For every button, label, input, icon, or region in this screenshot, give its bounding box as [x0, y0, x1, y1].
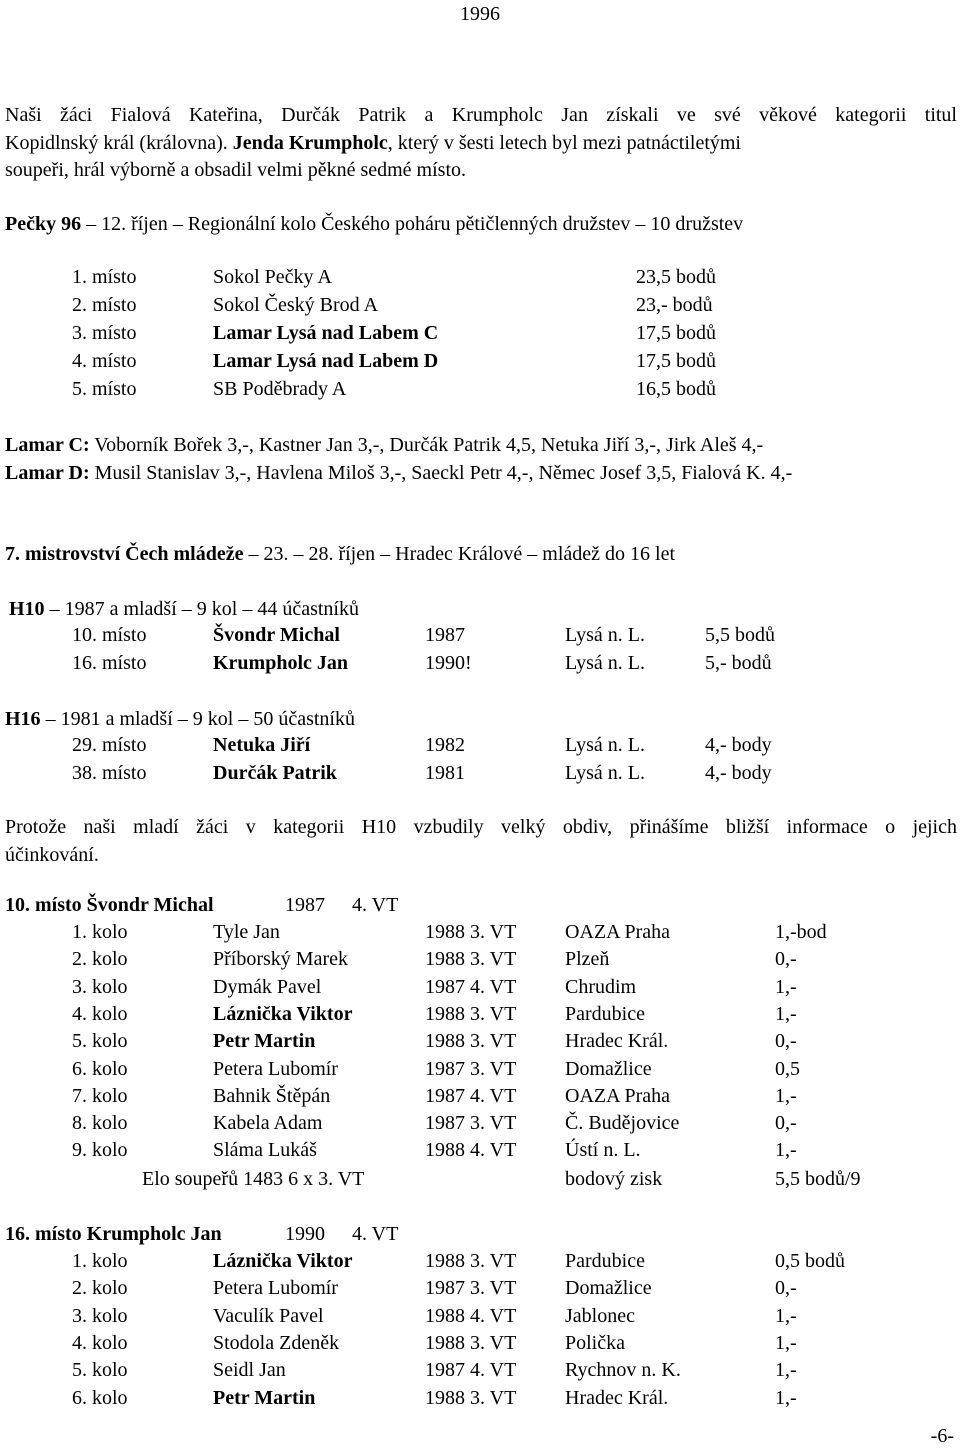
- opponent-cell: Příborský Marek: [213, 948, 348, 971]
- opponent-info-cell: 1988 3. VT: [425, 921, 517, 943]
- round-cell: 4. kolo: [72, 1002, 128, 1025]
- points-cell: 5,5 bodů: [705, 624, 775, 646]
- opponent-info-cell: 1988 3. VT: [425, 948, 517, 971]
- club-cell: Lysá n. L.: [565, 624, 645, 646]
- points-cell: 16,5 bodů: [636, 378, 716, 400]
- round-cell: 8. kolo: [72, 1112, 128, 1135]
- intro-line-2-a: Kopidlnský král (královna).: [5, 132, 228, 154]
- table-row: [0, 1084, 960, 1112]
- result-cell: 1,-: [775, 1084, 797, 1107]
- club-cell: Jablonec: [565, 1304, 635, 1327]
- result-cell: 0,-: [775, 1112, 797, 1135]
- club-cell: Rychnov n. K.: [565, 1359, 681, 1382]
- table-row: [0, 265, 960, 293]
- lamar-d-text: Musil Stanislav 3,-, Havlena Miloš 3,-, Saeckl Petr 4,-, Němec Josef 3,5, Fialová K. 4,-: [89, 462, 793, 484]
- result-cell: 0,5 bodů: [775, 1250, 845, 1272]
- lamar-c-label: Lamar C:: [5, 434, 90, 456]
- page-number: -6-: [930, 1425, 954, 1447]
- club-cell: Hradec Král.: [565, 1386, 669, 1409]
- club-cell: Plzeň: [565, 948, 610, 971]
- year-cell: 1982: [425, 734, 465, 756]
- table-row: [0, 1304, 960, 1332]
- place-cell: 1. místo: [72, 266, 137, 288]
- result-cell: 1,-: [775, 1386, 797, 1409]
- h16-heading: [5, 707, 355, 731]
- club-cell: Lysá n. L.: [565, 734, 645, 756]
- svondr-heading-year: 1987: [285, 894, 325, 916]
- points-cell: 23,- bodů: [636, 294, 713, 316]
- opponent-cell: Petera Lubomír: [213, 1277, 338, 1300]
- table-row: [0, 1138, 960, 1166]
- krumpholc-heading: [0, 1222, 960, 1250]
- table-row: [0, 947, 960, 975]
- round-cell: 6. kolo: [72, 1386, 128, 1409]
- player-name-cell: Durčák Patrik: [213, 762, 337, 784]
- opponent-cell: Sláma Lukáš: [213, 1139, 317, 1162]
- round-cell: 5. kolo: [72, 1030, 128, 1053]
- svondr-heading-name: 10. místo Švondr Michal: [5, 894, 214, 916]
- mcr-heading: [5, 542, 675, 566]
- opponent-info-cell: 1988 3. VT: [425, 1250, 517, 1272]
- points-cell: 4,- body: [705, 762, 772, 784]
- table-row: [0, 1057, 960, 1085]
- round-cell: 1. kolo: [72, 921, 128, 943]
- table-row: [0, 377, 960, 405]
- points-cell: 17,5 bodů: [636, 350, 716, 372]
- krumpholc-heading-vt: 4. VT: [352, 1223, 399, 1245]
- table-row: [0, 761, 960, 789]
- opponent-cell: Kabela Adam: [213, 1112, 323, 1135]
- opponent-info-cell: 1987 3. VT: [425, 1112, 517, 1135]
- club-cell: Pardubice: [565, 1002, 645, 1025]
- place-cell: 29. místo: [72, 734, 147, 756]
- opponent-info-cell: 1987 4. VT: [425, 1359, 517, 1382]
- lamar-c-text: Voborník Bořek 3,-, Kastner Jan 3,-, Durčák Patrik 4,5, Netuka Jiří 3,-, Jirk Aleš 4,-: [89, 434, 764, 456]
- round-cell: 6. kolo: [72, 1057, 128, 1080]
- note-line-1: Protože naši mladí žáci v kategorii H10 vzbudily velký obdiv, přinášíme bližší informace o jejich: [5, 816, 957, 838]
- opponent-info-cell: 1987 3. VT: [425, 1277, 517, 1300]
- table-row: [0, 349, 960, 377]
- result-cell: 1,-: [775, 1304, 797, 1327]
- table-row: [0, 733, 960, 761]
- result-cell: 1,-bod: [775, 921, 827, 943]
- intro-line-1: Naši žáci Fialová Kateřina, Durčák Patrik a Krumpholc Jan získali ve své věkové kategorii titul: [5, 104, 957, 126]
- club-cell: Ústí n. L.: [565, 1139, 641, 1162]
- opponent-cell: Petr Martin: [213, 1030, 316, 1053]
- opponent-cell: Láznička Viktor: [213, 1002, 353, 1025]
- place-cell: 5. místo: [72, 378, 137, 400]
- round-cell: 5. kolo: [72, 1359, 128, 1382]
- place-cell: 2. místo: [72, 294, 137, 316]
- opponent-info-cell: 1987 4. VT: [425, 975, 517, 998]
- place-cell: 10. místo: [72, 624, 147, 646]
- svondr-gain-label: bodový zisk: [565, 1168, 663, 1190]
- opponent-info-cell: 1988 3. VT: [425, 1386, 517, 1409]
- result-cell: 1,-: [775, 1002, 797, 1025]
- round-cell: 1. kolo: [72, 1250, 128, 1272]
- opponent-cell: Bahnik Štěpán: [213, 1084, 331, 1107]
- table-row: [0, 920, 960, 948]
- table-row: [0, 321, 960, 349]
- krumpholc-heading-year: 1990: [285, 1223, 325, 1245]
- year-cell: 1987: [425, 624, 465, 646]
- table-row: [0, 651, 960, 679]
- opponent-info-cell: 1987 4. VT: [425, 1084, 517, 1107]
- h10-label: H10: [9, 598, 45, 620]
- intro-line-2-c: , který v šesti letech byl mezi patnáctiletými: [387, 132, 741, 154]
- player-name-cell: Švondr Michal: [213, 624, 340, 646]
- table-row: [0, 1276, 960, 1304]
- result-cell: 1,-: [775, 1359, 797, 1382]
- team-cell: SB Poděbrady A: [213, 378, 347, 400]
- page-year-header: 1996: [460, 3, 500, 25]
- pecky-heading-bold: Pečky 96: [5, 213, 82, 235]
- result-cell: 0,-: [775, 1277, 797, 1300]
- opponent-info-cell: 1988 3. VT: [425, 1002, 517, 1025]
- round-cell: 3. kolo: [72, 975, 128, 998]
- table-row: [0, 1331, 960, 1359]
- svondr-heading: [0, 893, 960, 921]
- result-cell: 0,-: [775, 948, 797, 971]
- table-row: [0, 623, 960, 651]
- points-cell: 23,5 bodů: [636, 266, 716, 288]
- club-cell: Pardubice: [565, 1250, 645, 1272]
- player-name-cell: Krumpholc Jan: [213, 652, 349, 674]
- club-cell: OAZA Praha: [565, 1084, 670, 1107]
- intro-line-2: [5, 131, 957, 155]
- svondr-gain-value: 5,5 bodů/9: [775, 1168, 861, 1190]
- table-row: [0, 1029, 960, 1057]
- club-cell: Lysá n. L.: [565, 762, 645, 784]
- place-cell: 16. místo: [72, 652, 147, 674]
- h10-rest: – 1987 a mladší – 9 kol – 44 účastníků: [44, 598, 359, 620]
- opponent-info-cell: 1988 4. VT: [425, 1304, 517, 1327]
- place-cell: 38. místo: [72, 762, 147, 784]
- team-cell: Lamar Lysá nad Labem D: [213, 350, 439, 372]
- opponent-cell: Petera Lubomír: [213, 1057, 338, 1080]
- club-cell: Domažlice: [565, 1057, 652, 1080]
- opponent-cell: Petr Martin: [213, 1386, 316, 1409]
- opponent-cell: Vaculík Pavel: [213, 1304, 324, 1327]
- opponent-cell: Láznička Viktor: [213, 1250, 353, 1272]
- krumpholc-heading-name: 16. místo Krumpholc Jan: [5, 1223, 222, 1245]
- opponent-cell: Tyle Jan: [213, 921, 280, 943]
- round-cell: 2. kolo: [72, 948, 128, 971]
- place-cell: 3. místo: [72, 322, 137, 344]
- team-cell: Lamar Lysá nad Labem C: [213, 322, 439, 344]
- club-cell: Hradec Král.: [565, 1030, 669, 1053]
- lamar-d-line: [5, 461, 792, 485]
- opponent-cell: Stodola Zdeněk: [213, 1331, 340, 1354]
- club-cell: Domažlice: [565, 1277, 652, 1300]
- points-cell: 4,- body: [705, 734, 772, 756]
- opponent-info-cell: 1988 3. VT: [425, 1030, 517, 1053]
- opponent-cell: Seidl Jan: [213, 1359, 286, 1382]
- table-row: [0, 1358, 960, 1386]
- year-cell: 1990!: [425, 652, 472, 674]
- table-row: [0, 1002, 960, 1030]
- opponent-info-cell: 1987 3. VT: [425, 1057, 517, 1080]
- opponent-info-cell: 1988 3. VT: [425, 1331, 517, 1354]
- lamar-c-line: [5, 433, 763, 457]
- club-cell: Chrudim: [565, 975, 637, 998]
- club-cell: Č. Budějovice: [565, 1112, 680, 1135]
- h16-rest: – 1981 a mladší – 9 kol – 50 účastníků: [40, 708, 355, 730]
- lamar-d-label: Lamar D:: [5, 462, 90, 484]
- opponent-cell: Dymák Pavel: [213, 975, 322, 998]
- pecky-heading-rest: – 12. říjen – Regionální kolo Českého poháru pětičlenných družstev – 10 družstev: [81, 213, 744, 235]
- result-cell: 1,-: [775, 975, 797, 998]
- pecky-heading: [5, 212, 743, 236]
- table-row: [0, 1386, 960, 1414]
- team-cell: Sokol Český Brod A: [213, 294, 379, 316]
- table-row: [0, 975, 960, 1003]
- opponent-info-cell: 1988 4. VT: [425, 1139, 517, 1162]
- svondr-summary: [0, 1167, 960, 1195]
- year-cell: 1981: [425, 762, 465, 784]
- h16-label: H16: [5, 708, 41, 730]
- club-cell: Lysá n. L.: [565, 652, 645, 674]
- round-cell: 7. kolo: [72, 1084, 128, 1107]
- table-row: [0, 1249, 960, 1277]
- table-row: [0, 1111, 960, 1139]
- round-cell: 4. kolo: [72, 1331, 128, 1354]
- points-cell: 17,5 bodů: [636, 322, 716, 344]
- result-cell: 0,5: [775, 1057, 800, 1080]
- round-cell: 2. kolo: [72, 1277, 128, 1300]
- svondr-elo: Elo soupeřů 1483 6 x 3. VT: [142, 1168, 365, 1190]
- intro-jenda: Jenda Krumpholc: [232, 132, 388, 154]
- round-cell: 9. kolo: [72, 1139, 128, 1162]
- note-line-2: účinkování.: [5, 844, 99, 866]
- intro-line-3: soupeři, hrál výborně a obsadil velmi pěkné sedmé místo.: [5, 159, 467, 181]
- result-cell: 1,-: [775, 1331, 797, 1354]
- place-cell: 4. místo: [72, 350, 137, 372]
- points-cell: 5,- bodů: [705, 652, 772, 674]
- result-cell: 0,-: [775, 1030, 797, 1053]
- team-cell: Sokol Pečky A: [213, 266, 332, 288]
- round-cell: 3. kolo: [72, 1304, 128, 1327]
- player-name-cell: Netuka Jiří: [213, 734, 311, 756]
- club-cell: Polička: [565, 1331, 625, 1354]
- mcr-heading-rest: – 23. – 28. říjen – Hradec Králové – mládež do 16 let: [243, 543, 676, 565]
- h10-heading: [9, 597, 359, 621]
- table-row: [0, 293, 960, 321]
- svondr-heading-vt: 4. VT: [352, 894, 399, 916]
- mcr-heading-bold: 7. mistrovství Čech mládeže: [5, 543, 244, 565]
- club-cell: OAZA Praha: [565, 921, 670, 943]
- result-cell: 1,-: [775, 1139, 797, 1162]
